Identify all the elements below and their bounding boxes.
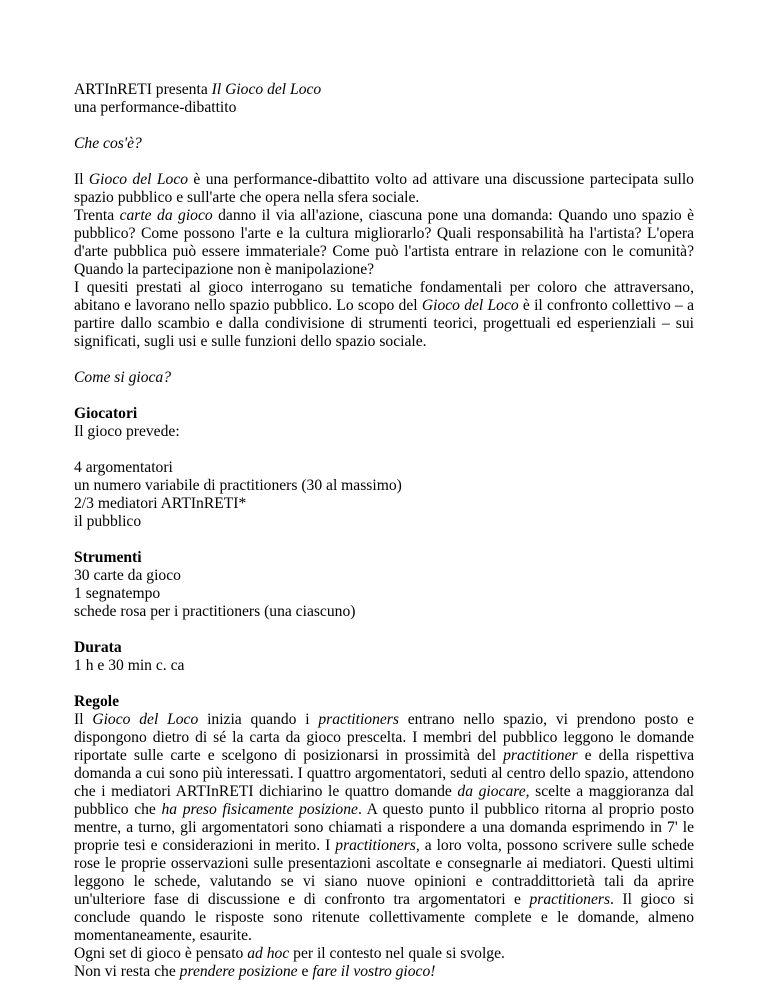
tools-item: 30 carte da gioco	[74, 567, 181, 584]
question-what: Che cos'è?	[74, 135, 142, 152]
rules-paragraph-3: Non vi resta che prendere posizione e fare il vostro gioco!	[74, 963, 436, 980]
tools-item: schede rosa per i practitioners (una ciascuno)	[74, 603, 356, 620]
header-line-1: ARTInRETI presenta Il Gioco del Loco	[74, 81, 322, 98]
players-heading: Giocatori	[74, 405, 138, 422]
intro-paragraph-2: Trenta carte da gioco danno il via all'azione, ciascuna pone una domanda: Quando uno spazio è pubblico? Come possono l'arte e la cultura migliorarlo? Quali responsabilità ha l'artista? L'opera d'arte pubblica può essere immateriale? Come può l'artista entrare in relazione con le comunità? Quando la partecipazione non è manipolazione?	[74, 207, 695, 278]
document-page	[74, 81, 694, 981]
header-title: Il Gioco del Loco	[211, 81, 322, 98]
players-item: 2/3 mediatori ARTInRETI*	[74, 495, 247, 512]
rules-paragraph-2: Ogni set di gioco è pensato ad hoc per il contesto nel quale si svolge.	[74, 945, 505, 962]
question-how: Come si gioca?	[74, 369, 172, 386]
intro-paragraph-3: I quesiti prestati al gioco interrogano su tematiche fondamentali per coloro che attraversano, abitano e lavorano nello spazio pubblico. Lo scopo del Gioco del Loco è il confronto collettivo – a partire dallo scambio e dalla condivisione di strumenti teorici, progettuali ed esperienziali – sui significati, sugli usi e sulle funzioni dello spazio sociale.	[74, 279, 694, 350]
duration-heading: Durata	[74, 639, 122, 656]
intro-paragraph-1: Il Gioco del Loco è una performance-dibattito volto ad attivare una discussione partecipata sullo spazio pubblico e sull'arte che opera nella sfera sociale.	[74, 171, 694, 206]
players-item: il pubblico	[74, 513, 142, 530]
players-intro: Il gioco prevede:	[74, 423, 180, 440]
header-line-2: una performance-dibattito	[74, 99, 237, 116]
tools-item: 1 segnatempo	[74, 585, 161, 602]
rules-heading: Regole	[74, 693, 120, 710]
duration-value: 1 h e 30 min c. ca	[74, 657, 185, 674]
players-item: 4 argomentatori	[74, 459, 173, 476]
rules-paragraph-1: Il Gioco del Loco inizia quando i practitioners entrano nello spazio, vi prendono posto e dispongono dietro di sé la carta da gioco prescelta. I membri del pubblico leggono le domande riportate sulle carte e scelgono di posizionarsi in prossimità del practitioner e della rispettiva domanda a cui sono più interessati. I quattro argomentatori, seduti al centro dello spazio, attendono che i mediatori ARTInRETI dichiarino le quattro domande da giocare, scelte a maggioranza dal pubblico che ha preso fisicamente posizione. A questo punto il pubblico ritorna al proprio posto mentre, a turno, gli argomentatori sono chiamati a rispondere a una domanda esprimendo in 7' le proprie tesi e considerazioni in merito. I practitioners, a loro volta, possono scrivere sulle schede rose le proprie osservazioni sulle presentazioni ascoltate e consegnarle ai mediatori. Questi ultimi leggono le schede, valutando se vi siano nuove opinioni e contraddittorietà tali da aprire un'ulteriore fase di discussione e di confronto tra argomentatori e practitioners. Il gioco si conclude quando le risposte sono ritenute collettivamente complete e le domande, almeno momentaneamente, esaurite.	[74, 711, 695, 944]
players-item: un numero variabile di practitioners (30 al massimo)	[74, 477, 402, 494]
tools-heading: Strumenti	[74, 549, 142, 566]
